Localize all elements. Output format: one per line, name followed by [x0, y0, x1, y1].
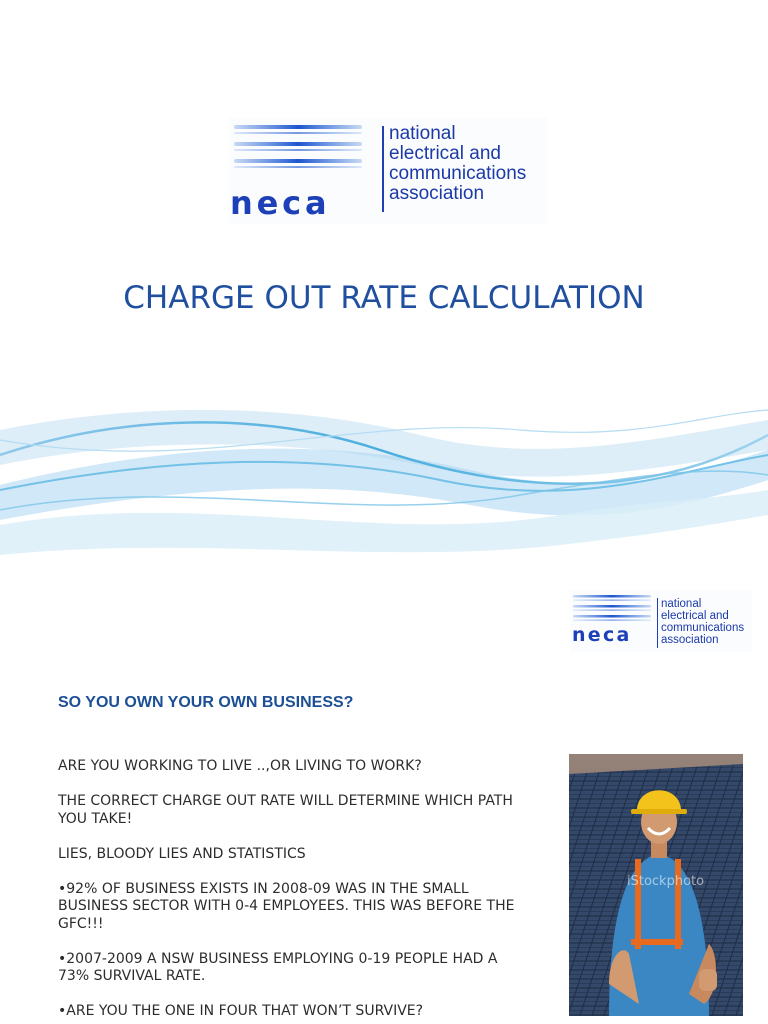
- logo-divider: [382, 126, 384, 212]
- decorative-waves: [0, 395, 768, 565]
- slide-body: [58, 758, 528, 1024]
- logo-line: communications: [389, 162, 527, 184]
- logo-association-name: [661, 598, 744, 646]
- logo-line: national: [661, 598, 702, 610]
- logo-line: electrical and: [661, 610, 729, 623]
- neca-wordmark: neca: [230, 184, 331, 222]
- body-paragraph: ARE YOU WORKING TO LIVE ..,OR LIVING TO WORK?: [58, 758, 422, 774]
- logo-divider: [657, 598, 658, 648]
- slide-heading: SO YOU OWN YOUR OWN BUSINESS?: [58, 694, 354, 711]
- neca-logo-small: [570, 590, 752, 652]
- logo-line: national: [389, 123, 456, 144]
- content-slide: [0, 580, 768, 1024]
- slide-title: CHARGE OUT RATE CALCULATION: [123, 280, 645, 316]
- neca-logo-mark: [570, 590, 654, 652]
- neca-lines-icon: [228, 118, 368, 178]
- logo-line: communications: [661, 622, 745, 635]
- logo-association-name: [389, 124, 526, 204]
- logo-line: association: [661, 634, 719, 647]
- solar-panel-worker-photo: [569, 754, 743, 1016]
- neca-lines-icon: [570, 590, 654, 624]
- logo-line: association: [389, 182, 485, 204]
- body-paragraph: •92% OF BUSINESS EXISTS IN 2008-09 WAS IN THE SMALL BUSINESS SECTOR WITH 0-4 EMPLOYEES. THIS WAS BEFORE THE GFC!!!: [58, 880, 515, 932]
- neca-wordmark: neca: [572, 624, 632, 646]
- body-paragraph: •2007-2009 A NSW BUSINESS EMPLOYING 0-19 PEOPLE HAD A 73% SURVIVAL RATE.: [58, 950, 498, 984]
- body-paragraph: LIES, BLOODY LIES AND STATISTICS: [58, 845, 306, 862]
- photo-watermark: iStockphoto: [627, 874, 705, 889]
- logo-line: electrical and: [389, 142, 501, 164]
- neca-logo: [228, 118, 548, 224]
- body-paragraph: •ARE YOU THE ONE IN FOUR THAT WON’T SURVIVE?: [58, 1003, 424, 1019]
- body-paragraph: THE CORRECT CHARGE OUT RATE WILL DETERMINE WHICH PATH YOU TAKE!: [58, 793, 513, 827]
- neca-logo-mark: [228, 118, 368, 224]
